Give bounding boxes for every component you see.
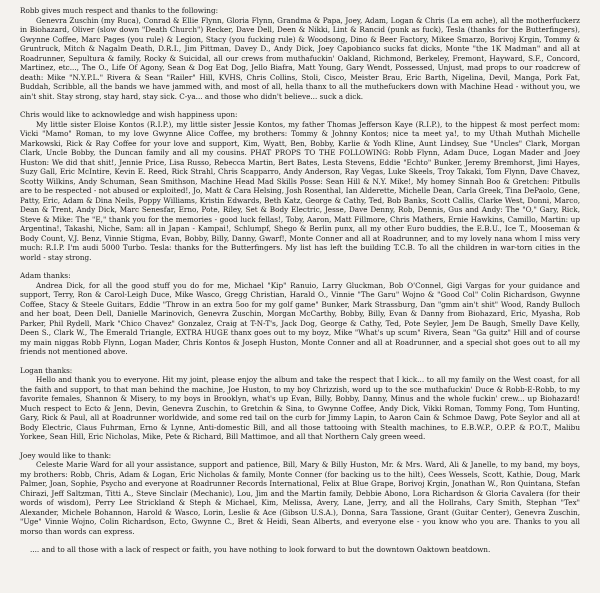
section-body: Genevra Zuschin (my Ruca), Conrad & Ellie Flynn, Gloria Flynn, Grandma & Papa, Joey, Adam, Logan & Chris (La em ache), all the motherfuckerz in Biohazard, Oliver (slow down "Death Church") Recker, Dave Dell, Deen & Nikki, Lint & Rancid (punk as fuck), Tesla (thanks for the Butterfingers), Gwynne Coffee, Marc Pages (you rule) & Legion, Stacy (you fucking rule) & Woodsong, Dino & Beer Factory, Mikee Smarzo, Borivoj Krgin, Tommy & Gruntruck, Mitch & Nagalm Death, D.R.I., Jim Pittman, Davey D., Andy Dick, Joey Capobianco sucks fat dicks, Monte "the 1K Madman" and all at Roadrunner, Sepultura & family, Rocky & Suicidal, all our crews from muthafuckin' Oakland, Richmond, Berkeley, Fremont, Hayward, S.F., Concord, Martinez, etc..., The O., Life Of Agony, Sean & Dog Eat Dog, Jello Biafra, Matt Young, Gary Wendt, Possessed, Unjust, mad props to our roadcrew of death: Mike "N.Y.P.L." Rivera & Sean "Railer" Hill, KVHS, Chris Collins, Stoli, Cisco, Meister Brau, Eric Barth, Nigelina, Devil, Manga, Pork Fat, Buddah, Scribble, all the bands we have jammed with, and most of all, hella thanx to all the muthefuckers down with Machine Head - without you, we ain't shit. Stay strong, stay hard, stay sick. C-ya... and those who didn't believe... suck a dick. [20, 15, 580, 101]
joey-thanks-section [20, 451, 580, 537]
section-heading: Chris would like to acknowledge and wish happiness upon: [20, 110, 238, 119]
chris-thanks-section [20, 110, 580, 262]
section-body: Andrea Dick, for all the good stuff you do for me, Michael "Kip" Ranuio, Larry Gluckman, Bob O'Connel, Gigi Vargas for your guidance and support, Terry, Ron & Carol-Leigh Duce, Mike Wasco, Gregg Christian, Harald O., Vinnie "The Garu" Wojno & "Good Col" Colin Richardson, Gwynne Coffee, Stacy & Steele Guitars, Eddie "Throw in an extra 5oo for my golf game" Bunker, Mark Strassburg, Dan "gmm ain't shit" Wood, Randy Bulloch and her boat, Deen Dell, Danielle Marinovich, Genevra Zuschin, Morgan McCarthy, Bobby, Billy, Evan & Danny from Biohazard, Eric, Myasha, Rob Parker, Phil Rydell, Mark "Chico Chavez" Gonzalez, Craig at T-N-T's, Jack Dog, George & Cathy, Ted, Pote Seyler, Jem De Baugh, Smelly Dave Kelly, Deen S., Clark W., The Emerald Triangle, EXTRA HUGE thanx goes out to my boyz, Mike "What's up scum" Rivera, Sean "Ga guitz" Hill and of course my main niggas Robb Flynn, Logan Mader, Chris Kontos & Joseph Huston, Monte Conner and all at Roadrunner, and a special shot goes out to all my friends not mentioned above. [20, 280, 580, 356]
logan-thanks-section [20, 366, 580, 442]
section-heading: Logan thanks: [20, 365, 73, 375]
closing-line: .... and to all those with a lack of respect or faith, you have nothing to look forward to but the downtown Oaktown beatdown. [30, 545, 491, 554]
section-body: Celeste Marie Ward for all your assistance, support and patience, Bill, Mary & Billy Huston, Mr. & Mrs. Ward, Ali & Janelle, to my band, my boys, my brothers: Robb, Chris, Adam & Logan, Eric Nicholas & family, Monte Conner (for backing us to the hilt), Cees Wessels, Scott, Kathie, Doug, Mark Palmer, Joan, Sophie, Psycho and everyone at Roadrunner Records International, Felix at Blue Grape, Borivoj Krgin, Jonathan W., Ron Quintana, Stefan Chirazi, Jeff Saltzman, Titti A., Steve Sinclair (Mechanic), Lou, Jim and the Martin family, Debbie Abono, Lora Richardson & Gloria Cavalera (for their words of wisdom), Perry Lee Strickland & Steph & Michael, Kim, Melissa, Avery, Lane, Jerry, and all the Hollrahs, Cary Smith, Stephan "Tex" Alexander, Michele Bohannon, Harold & Wasco, Lorin, Leslie & Ace (Gibson U.S.A.), Donna, Sara Tassione, Grant (Guitar Center), Genevra Zuschin, "Uge" Vinnie Wojno, Colin Richardson, Ecto, Gwynne C., Bret & Heidi, Sean Alberts, and everyone else - you know who you are. Thanks to you all morso than words can express. [20, 460, 580, 536]
section-body: My little sister Eloise Kontos (R.I.P.), my little sister Jessie Kontos, my father Thomas Jefferson Kaye (R.I.P.), to the hippest & most perfect mom: Vicki "Mamo" Roman, to my love Gwynne Alice Coffee, my brothers: Tommy & Johnny Kontos; nice ta meet ya!, to my Uthah Muthah Michelle Markowski, Rick & Ray Coffee for your love and support, Kim, Wyatt, Ben, Bobby, Karlie & Yodh Kline, Aunt Lindsey, Sue "Uncles" Clark, Morgan Clark, Uncle Bobby, the Duncan family and all my cousins. PHAT PROPS TO THE FOLLOWING: Robb Flynn, Adam Duce, Logan Mader and Joey Huston: We did that shit!, Jennie Price, Lisa Russo, Rebecca Martin, Bert Bates, Lesta Stevens, Eddie "Echto" Bunker, Jeremy Bremhorst, Jimi Hayes, Suzy Gall, Eric McIntire, Kevin E. Reed, Rick Strahl, Chris Scapparro, Andy Anderson, Ray Vegas, Luke Skeels, Troy Takaki, Tom Flynn, Dave Chavez, Scotty Wilkins, Andy Schuman, Sean Smithson, Machine Head Mad Skills Posse: Sean Hill & N.Y. Mike!, My homey Sinnah Boo & Gretchen: Pitbulls are to be respected - not abused or exploited!, Jo, Matt & Cara Helsing, Josh Rosenthal, Ian Alderette, Michelle Dean, Carla Greek, Tina DePaolo, Gene, Patty, Eric, Adam & Dina Neils, Poppy Williams, Kristin Edwards, Beth Katz, George & Cathy, Ted, Bob Banks, Scott Callis, Clarke West, Donni, Marco, Dean & Trent, Andy Dick, Marc Senesfar, Erno, Pote, Riley, Set & Body Electric, Jesse, Dave Denny, Rob, Dennis, Gus and Andy: The "O," Gary, Rick, Steve & Mike: The "E," thank you for the memories - good luck fellas!, Toby, Aaron, Matt Fillmore, Chris Mathers, Ernie Hawkins, Camillo, Martin: up Argentina!, Takashi, Niche, Sam: all in Japan - Kampai!, Schlumpf, Shego & Berlin punx, all my other Euro buddies, the E.B.U., Ice T., Mooseman & Body Count, V.J. Benz, Vinnie Stigma, Evan, Bobby, Billy, Danny, Gwarf!, Monte Conner and all at Roadrunner, and to my lovely nana whom I miss very much: R.I.P. I'm audi 5000 Turbo. Tesla: thanks for the Butterfingers. My list has left the building T.C.B. To all the children in war-torn cities in the world - stay strong. [20, 119, 580, 262]
robb-thanks-section [20, 6, 580, 101]
adam-thanks-section [20, 271, 580, 357]
section-heading: Joey would like to thank: [20, 450, 112, 460]
section-heading: Adam thanks: [20, 271, 71, 280]
section-body: Hello and thank you to everyone. Hit my joint, please enjoy the album and take the respect that I kick... to all my family on the West coast, for all the faith and support, to that man behind the machine, Joe Huston, to my boy Chrizzish, word up to the sce muthafuckin' Duce & Robb-E-Robb, to my favorite females, Shannon & Misery, to my boys in Brooklyn, what's up Evan, Billy, Bobby, Danny, Minus and the whole fuckin' crew... up Biohazard! Much respect to Ecto & Jenn, Devin, Genevra Zuschin, to Gretchin & Sina, to Gwynne Coffee, Andy Dick, Vikki Roman, Tommy Fong, Tom Hunting, Gary, Rick & Paul, all at Roadrunner worldwide, and some red tail on the curb for Jimmy Lapin, to Aaron Cain & Schmoe Dawg, Pote Seylor and all at Body Electric, Claus Fuhrman, Erno & Lynne, Anti-domestic Bill, and all those tattooing with Stealth machines, to E.B.W.P., O.P.P. & P.O.T., Malibu Yorkee, Sean Hill, Eric Nicholas, Mike, Pete & Richard, Bill Mattimoe, and all that Northern Caly green weed. [20, 375, 580, 441]
section-heading: Robb gives much respect and thanks to the following: [20, 6, 219, 15]
